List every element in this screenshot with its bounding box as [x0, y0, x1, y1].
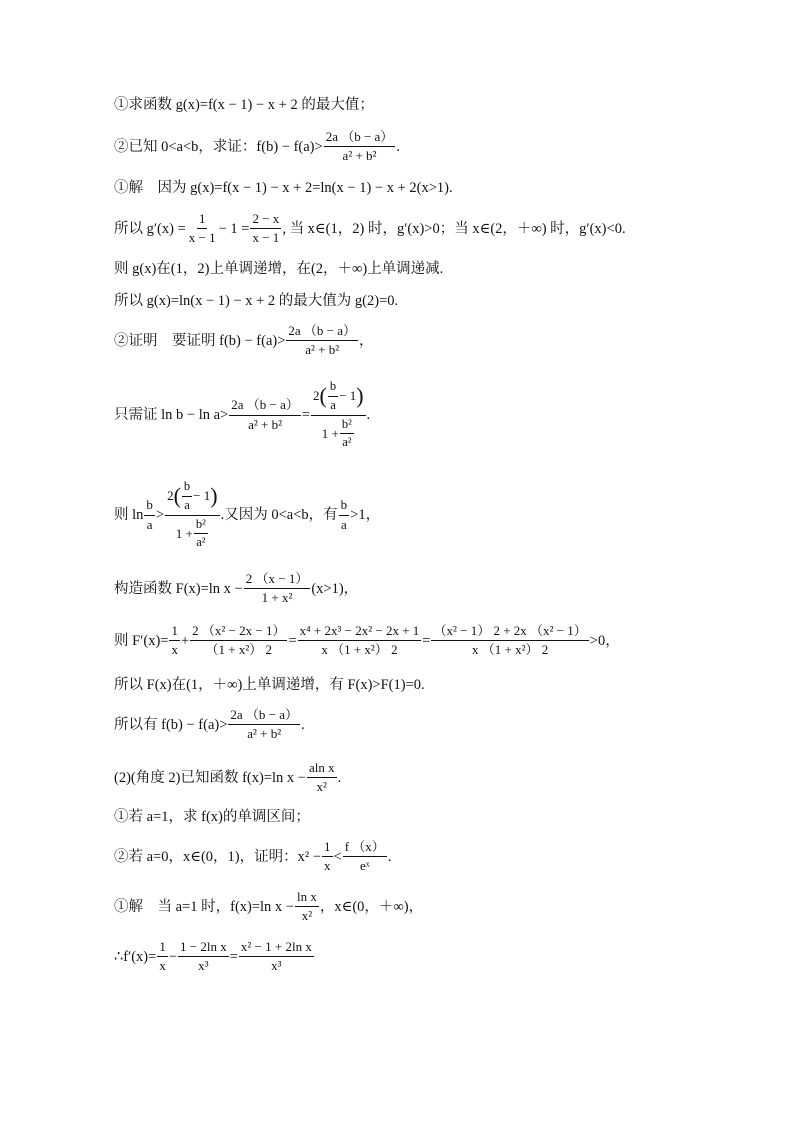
- proof-intro: [114, 324, 374, 358]
- fraction-denominator: a: [184, 497, 190, 512]
- text-seg: ②证明 要证明 f(b) − f(a)>: [114, 332, 286, 349]
- fraction-numerator: 1 − 2ln x: [178, 940, 229, 957]
- fraction: [178, 940, 229, 974]
- fraction-numerator: 1: [322, 840, 333, 857]
- fraction-numerator: b²: [340, 418, 354, 435]
- f-derivative: [114, 940, 315, 974]
- text-seg: 所以 g′(x) =: [114, 220, 186, 237]
- text-seg: =: [301, 406, 311, 423]
- coefficient: 2: [313, 388, 320, 404]
- proof-step-1: [114, 380, 370, 450]
- fraction-numerator: x⁴ + 2x³ − 2x² − 2x + 1: [298, 624, 422, 641]
- fraction: [157, 940, 168, 974]
- fraction: [239, 940, 314, 974]
- text-line: 则 g(x)在(1，2)上单调递增，在(2，＋∞)上单调递减.: [114, 261, 444, 277]
- text-line: ①若 a=1，求 f(x)的单调区间；: [114, 809, 310, 825]
- fraction-denominator: a² + b²: [342, 148, 377, 164]
- text-seg: , 当 x∈(1，2) 时，g′(x)>0；当 x∈(2，＋∞) 时，g′(x)<0.: [282, 220, 626, 237]
- fraction: [286, 324, 358, 358]
- fraction-denominator: x: [159, 958, 166, 974]
- conclusion: [114, 708, 305, 742]
- fraction-numerator: （x² − 1） 2 + 2x （x² − 1）: [431, 624, 588, 641]
- problem-1-1: [114, 98, 374, 113]
- text-line: 所以 g(x)=ln(x − 1) − x + 2 的最大值为 g(2)=0.: [114, 293, 399, 309]
- text-seg: >1，: [350, 506, 381, 523]
- problem-1-2: [114, 130, 400, 164]
- text-seg: ②已知 0<a<b，求证：f(b) − f(a)>: [114, 138, 323, 155]
- text-seg: 则 F′(x)=: [114, 632, 169, 649]
- problem-2: [114, 761, 341, 795]
- fraction-numerator: b: [182, 480, 192, 497]
- text-seg: .: [366, 406, 371, 423]
- fraction-denominator: x − 1: [188, 230, 216, 246]
- text-seg: =: [288, 632, 297, 649]
- fraction-numerator: 1: [197, 212, 208, 229]
- fraction-denominator: a²: [196, 535, 206, 550]
- solution-1-intro: [114, 181, 453, 196]
- fraction-denominator: 1 + x²: [261, 590, 293, 606]
- fraction-numerator: 2 （x − 1）: [244, 572, 311, 589]
- fraction: [307, 761, 337, 795]
- fraction: [169, 624, 180, 658]
- text-seg: 只需证 ln b − ln a>: [114, 406, 229, 423]
- text-seg: <: [333, 848, 342, 865]
- fraction-numerator: 2a （b − a）: [324, 130, 396, 147]
- fraction: [298, 624, 422, 658]
- coefficient: 2: [167, 488, 174, 504]
- fraction-denominator: a² + b²: [247, 726, 282, 742]
- fraction-denominator: a² + b²: [305, 342, 340, 358]
- text-seg: (2)(角度 2)已知函数 f(x)=ln x −: [114, 769, 306, 786]
- fraction-denominator: a: [330, 397, 336, 412]
- fraction: [322, 840, 333, 874]
- fraction: [244, 572, 311, 606]
- fraction-numerator: 2a （b − a）: [228, 708, 300, 725]
- fraction-denominator: （1 + x²） 2: [205, 642, 273, 658]
- fraction-numerator: 2 （x² − 2x − 1）: [190, 624, 287, 641]
- fraction-denominator: x: [171, 642, 178, 658]
- fraction: [187, 212, 218, 246]
- fraction: [250, 212, 281, 246]
- fraction: [324, 130, 396, 164]
- fraction-denominator: eˣ: [360, 858, 370, 874]
- text-seg: 1 +: [321, 425, 339, 441]
- fraction-numerator: 1: [157, 940, 168, 957]
- fraction: [182, 480, 192, 513]
- fraction: [339, 498, 350, 532]
- fraction-numerator: 2 − x: [250, 212, 281, 229]
- text-seg: =: [422, 632, 431, 649]
- derivative-line: [114, 212, 626, 246]
- fraction-denominator: x: [324, 858, 331, 874]
- text-seg: >0，: [589, 632, 620, 649]
- fraction-numerator: 2a （b − a）: [229, 398, 301, 415]
- text-seg: >: [155, 506, 165, 523]
- fraction-numerator: aln x: [307, 761, 337, 778]
- fraction-numerator: 2a （b − a）: [286, 324, 358, 341]
- max-value-line: [114, 294, 398, 309]
- text-seg: .: [337, 769, 342, 786]
- proof-step-2: [114, 480, 380, 550]
- right-paren: ): [356, 383, 364, 409]
- problem-2-1: [114, 810, 310, 825]
- fraction: [343, 840, 387, 874]
- fraction-denominator: x²: [316, 779, 327, 795]
- fraction: [144, 498, 155, 532]
- fraction-denominator: x （1 + x²） 2: [472, 642, 549, 658]
- text-seg: − 1: [339, 388, 357, 404]
- text-seg: ①解 当 a=1 时，f(x)=ln x −: [114, 898, 294, 915]
- text-seg: .: [387, 848, 392, 865]
- compound-fraction: [311, 380, 366, 450]
- fraction: [194, 518, 208, 551]
- fraction: [228, 708, 300, 742]
- left-paren: (: [173, 483, 181, 509]
- text-seg: − 1: [193, 488, 211, 504]
- fraction-denominator: x³: [198, 958, 209, 974]
- problem-2-2: [114, 840, 391, 874]
- text-seg: 1 +: [175, 525, 193, 541]
- fraction: [295, 890, 319, 924]
- fraction-denominator: x （1 + x²） 2: [321, 642, 398, 658]
- fraction-denominator: x³: [271, 958, 282, 974]
- text-seg: .: [396, 138, 400, 155]
- text-seg: − 1 =: [218, 220, 250, 237]
- text-seg: 构造函数 F(x)=ln x −: [114, 580, 243, 597]
- fraction-denominator: x − 1: [252, 230, 280, 246]
- fraction-denominator: [174, 516, 211, 551]
- text-seg: .又因为 0<a<b，有: [220, 506, 338, 523]
- text-line: 所以 F(x)在(1，＋∞)上单调递增，有 F(x)>F(1)=0.: [114, 677, 425, 693]
- fraction-numerator: ln x: [295, 890, 319, 907]
- text-seg: 所以有 f(b) − f(a)>: [114, 716, 228, 733]
- text-seg: ②若 a=0，x∈(0，1)，证明：x² −: [114, 848, 322, 865]
- fraction-denominator: a: [146, 516, 153, 532]
- fraction-denominator: a: [341, 516, 347, 532]
- fraction: [190, 624, 287, 658]
- fraction-denominator: a² + b²: [248, 416, 282, 432]
- text-seg: ，x∈(0，＋∞)，: [319, 898, 424, 915]
- fraction-numerator: f （x）: [343, 840, 387, 857]
- fraction-numerator: 1: [169, 624, 180, 641]
- fraction-numerator: b: [328, 380, 338, 397]
- text-line: ①解 因为 g(x)=f(x − 1) − x + 2=ln(x − 1) − x + 2(x>1).: [114, 180, 453, 196]
- monotonic-line: [114, 262, 443, 277]
- text-seg: −: [168, 948, 177, 965]
- text-seg: .: [301, 716, 305, 733]
- fraction: [340, 418, 354, 451]
- text-line: ①求函数 g(x)=f(x − 1) − x + 2 的最大值；: [114, 97, 374, 113]
- fraction-numerator: b: [339, 498, 350, 515]
- fraction-numerator: [165, 480, 220, 516]
- text-seg: (x>1)，: [311, 580, 359, 597]
- fraction-numerator: b²: [194, 518, 208, 535]
- fraction: [431, 624, 588, 658]
- text-seg: 则 ln: [114, 506, 144, 523]
- fraction-denominator: [320, 416, 357, 451]
- right-paren: ): [210, 483, 218, 509]
- fraction-numerator: [311, 380, 366, 416]
- F-derivative: [114, 624, 620, 658]
- fraction: [229, 398, 301, 432]
- text-seg: +: [180, 632, 190, 649]
- text-seg: ，: [359, 332, 374, 349]
- F-monotonic: [114, 678, 425, 693]
- compound-fraction: [165, 480, 220, 550]
- text-seg: ∴f′(x)=: [114, 948, 157, 965]
- left-paren: (: [319, 383, 327, 409]
- solution-2-1: [114, 890, 423, 924]
- fraction-numerator: x² − 1 + 2ln x: [239, 940, 314, 957]
- construct-function: [114, 572, 358, 606]
- fraction: [328, 380, 338, 413]
- fraction-denominator: a²: [342, 435, 352, 450]
- fraction-numerator: b: [144, 498, 155, 515]
- text-seg: =: [229, 948, 238, 965]
- fraction-denominator: x²: [301, 908, 313, 924]
